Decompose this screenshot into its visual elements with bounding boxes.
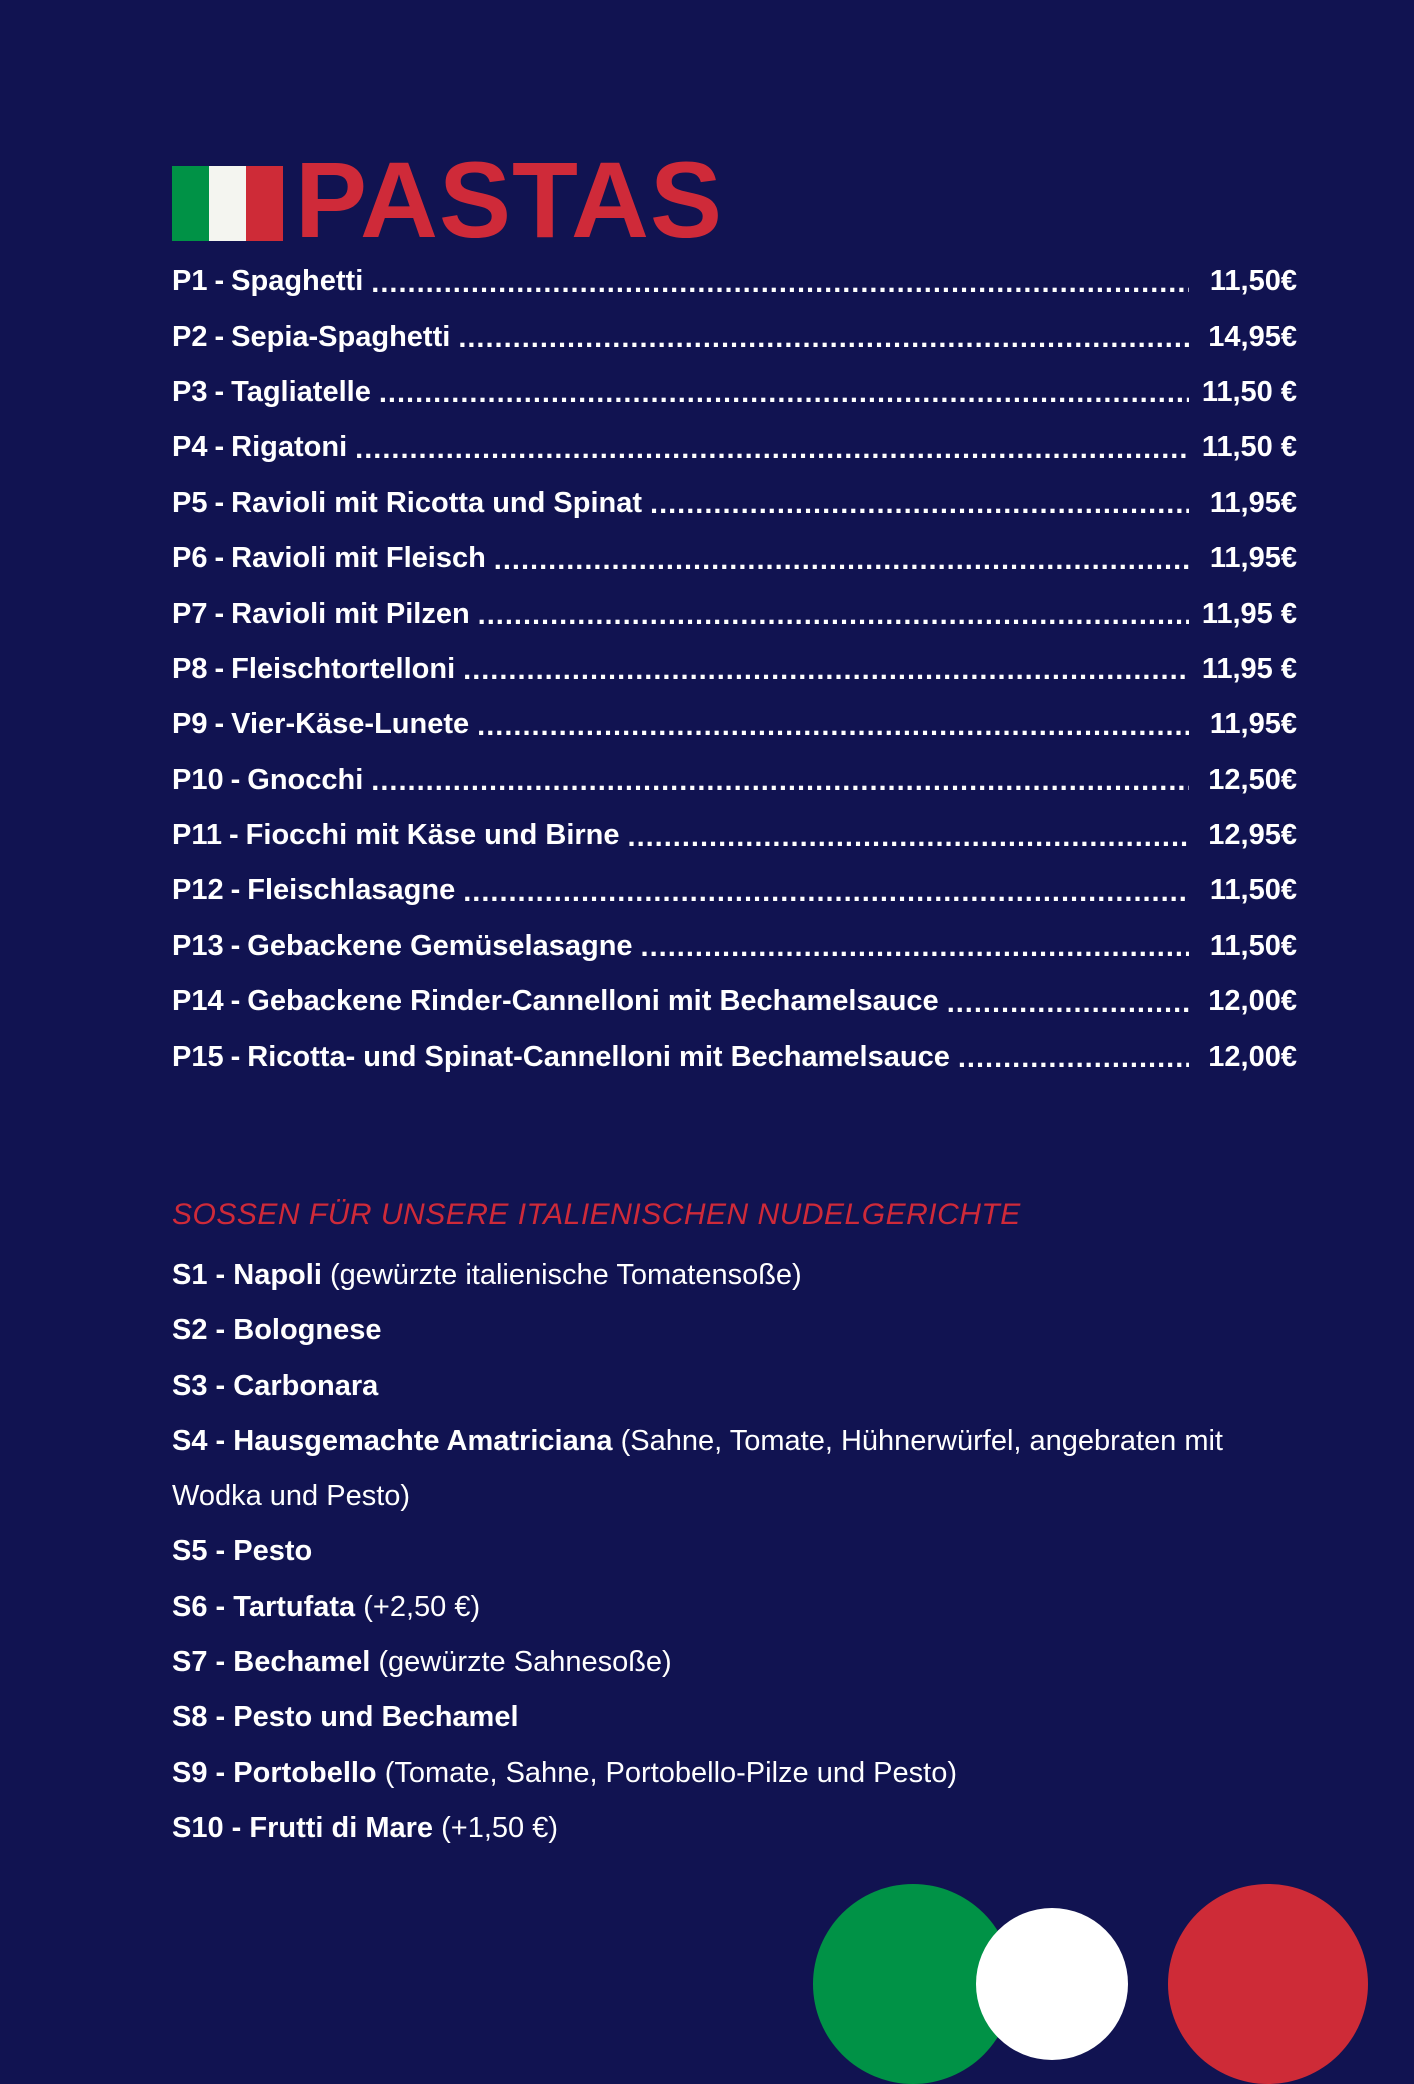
menu-item-separator: -	[230, 763, 241, 796]
menu-item-name: Gebackene Gemüselasagne	[247, 929, 633, 962]
sauce-title	[172, 1591, 355, 1623]
sauce-code: S10	[172, 1811, 224, 1844]
dot-leader	[458, 319, 1189, 355]
menu-item-price: 11,95 €	[1201, 652, 1297, 685]
sauce-item	[172, 1801, 1297, 1856]
menu-item-separator: -	[214, 431, 225, 464]
menu-item	[172, 753, 1297, 808]
menu-item-name: Ravioli mit Fleisch	[231, 542, 486, 575]
sauce-code: S1	[172, 1259, 208, 1291]
dot-leader	[477, 707, 1189, 743]
menu-item	[172, 586, 1297, 641]
sauce-title	[172, 1370, 378, 1402]
dot-leader	[947, 984, 1189, 1020]
menu-item-separator: -	[229, 819, 239, 852]
menu-item	[172, 808, 1297, 863]
sauce-name: Napoli	[233, 1259, 322, 1291]
dot-leader	[958, 1039, 1189, 1075]
sauce-code: S2	[172, 1314, 208, 1347]
menu-item	[172, 365, 1297, 420]
menu-item-name: Fleischtortelloni	[231, 652, 456, 685]
sauce-separator: -	[223, 1811, 250, 1844]
menu-item-code: P1	[172, 265, 208, 298]
sauce-separator: -	[207, 1259, 234, 1291]
menu-item	[172, 476, 1297, 531]
decorative-white-circle	[976, 1908, 1128, 2060]
menu-item-code: P15	[172, 1040, 224, 1073]
menu-item-price: 11,50 €	[1201, 375, 1297, 408]
menu-item-price: 11,95€	[1209, 708, 1297, 741]
flag-stripe-green	[172, 166, 209, 241]
menu-item-price: 12,95€	[1208, 819, 1297, 852]
menu-item-separator: -	[230, 874, 241, 907]
sauce-item	[172, 1524, 1297, 1579]
menu-item-separator: -	[214, 597, 225, 630]
sauce-item	[172, 1414, 1297, 1525]
menu-item-price: 11,50 €	[1201, 431, 1297, 464]
menu-item	[172, 254, 1297, 309]
sauce-code: S9	[172, 1756, 208, 1789]
menu-item-price: 11,95€	[1209, 486, 1297, 519]
sauce-description: (Sahne, Tomate, Hühnerwürfel, angebraten mit Wodka und Pesto)	[172, 1424, 1223, 1513]
menu-item-code: P9	[172, 708, 208, 741]
sauce-title	[172, 1259, 322, 1291]
sauce-title	[172, 1314, 382, 1346]
menu-item	[172, 974, 1297, 1029]
dot-leader	[641, 928, 1189, 964]
menu-item-price: 12,00€	[1208, 1040, 1297, 1073]
menu-item-code: P6	[172, 542, 208, 575]
sauce-item	[172, 1303, 1297, 1358]
dot-leader	[463, 651, 1189, 687]
sauce-name: Frutti di Mare	[249, 1811, 434, 1844]
dot-leader	[355, 430, 1189, 466]
menu-item-separator: -	[214, 486, 225, 519]
decorative-red-circle	[1168, 1884, 1368, 2084]
menu-item	[172, 863, 1297, 918]
menu-item-code: P14	[172, 985, 224, 1018]
dot-leader	[650, 485, 1189, 521]
menu-item-code: P3	[172, 375, 208, 408]
sauce-item	[172, 1746, 1297, 1801]
italian-flag-icon	[172, 166, 283, 241]
sauce-code: S6	[172, 1590, 208, 1623]
sauce-code: S8	[172, 1701, 208, 1734]
sauce-title	[172, 1425, 613, 1457]
section-header	[172, 139, 724, 260]
sauce-description: (Tomate, Sahne, Portobello-Pilze und Pesto)	[384, 1756, 957, 1789]
menu-item-code: P2	[172, 320, 208, 353]
menu-item-price: 11,50€	[1209, 929, 1297, 962]
menu-item-name: Gebackene Rinder-Cannelloni mit Bechamelsauce	[247, 985, 939, 1018]
sauce-code: S3	[172, 1369, 208, 1402]
menu-item-name: Gnocchi	[247, 763, 364, 796]
sauce-title	[172, 1646, 370, 1678]
sauce-name: Tartufata	[233, 1590, 356, 1623]
sauce-description: (gewürzte italienische Tomatensoße)	[329, 1259, 802, 1291]
sauce-title	[172, 1812, 433, 1844]
dot-leader	[371, 264, 1189, 300]
menu-item-separator: -	[214, 375, 225, 408]
sauce-separator: -	[207, 1701, 234, 1734]
sauce-name: Bechamel	[233, 1646, 371, 1679]
dot-leader	[371, 762, 1189, 798]
menu-item-code: P11	[172, 819, 222, 852]
sauce-item	[172, 1580, 1297, 1635]
menu-item-separator: -	[214, 708, 225, 741]
menu-item	[172, 697, 1297, 752]
menu-item-code: P12	[172, 874, 224, 907]
menu-item-price: 12,50€	[1208, 763, 1297, 796]
dot-leader	[494, 541, 1189, 577]
dot-leader	[379, 374, 1189, 410]
menu-item-code: P5	[172, 486, 208, 519]
sauce-name: Pesto	[233, 1535, 313, 1568]
menu-item-code: P10	[172, 763, 224, 796]
sauce-separator: -	[207, 1369, 234, 1402]
dot-leader	[628, 818, 1189, 854]
menu-item-code: P4	[172, 431, 208, 464]
menu-item-name: Rigatoni	[231, 431, 348, 464]
sauce-name: Carbonara	[233, 1369, 379, 1402]
menu-item	[172, 919, 1297, 974]
menu-item-name: Ravioli mit Pilzen	[231, 597, 470, 630]
sauce-item	[172, 1248, 1297, 1303]
flag-stripe-white	[209, 166, 246, 241]
menu-item	[172, 420, 1297, 475]
sauce-title	[172, 1701, 519, 1733]
dot-leader	[463, 873, 1189, 909]
menu-item-name: Ricotta- und Spinat-Cannelloni mit Bechamelsauce	[247, 1040, 950, 1073]
sauce-code: S5	[172, 1535, 208, 1568]
sauce-title	[172, 1757, 377, 1789]
menu-item-price: 11,95 €	[1201, 597, 1297, 630]
menu-item-name: Fleischlasagne	[247, 874, 456, 907]
sauce-description: (gewürzte Sahnesoße)	[378, 1646, 672, 1679]
pasta-list	[172, 254, 1297, 1085]
menu-item-separator: -	[214, 542, 225, 575]
menu-item-code: P13	[172, 929, 224, 962]
menu-item-name: Ravioli mit Ricotta und Spinat	[231, 486, 643, 519]
sauce-separator: -	[207, 1424, 234, 1457]
sauce-separator: -	[207, 1590, 234, 1623]
menu-item-name: Vier-Käse-Lunete	[231, 708, 470, 741]
menu-item-price: 11,50€	[1209, 874, 1297, 907]
menu-item-price: 11,50€	[1209, 265, 1297, 298]
sauce-item	[172, 1359, 1297, 1414]
menu-item-separator: -	[214, 652, 225, 685]
menu-item	[172, 531, 1297, 586]
menu-item-separator: -	[214, 320, 225, 353]
sauces-heading: SOSSEN FÜR UNSERE ITALIENISCHEN NUDELGERICHTE	[172, 1198, 1021, 1231]
menu-item-price: 11,95€	[1209, 542, 1297, 575]
sauce-list	[172, 1248, 1297, 1856]
menu-item-separator: -	[230, 929, 241, 962]
sauce-description: (+1,50 €)	[441, 1811, 559, 1844]
sauce-name: Bolognese	[233, 1314, 382, 1347]
sauce-code: S7	[172, 1646, 208, 1679]
menu-item-separator: -	[230, 985, 241, 1018]
menu-item-name: Sepia-Spaghetti	[231, 320, 451, 353]
menu-item	[172, 309, 1297, 364]
menu-item-separator: -	[214, 265, 225, 298]
menu-item-price: 12,00€	[1208, 985, 1297, 1018]
sauce-separator: -	[207, 1646, 234, 1679]
menu-item-code: P8	[172, 652, 208, 685]
sauce-title	[172, 1535, 312, 1567]
menu-item-code: P7	[172, 597, 208, 630]
menu-item	[172, 1029, 1297, 1084]
menu-item	[172, 642, 1297, 697]
sauce-name: Portobello	[233, 1756, 377, 1789]
menu-item-name: Fiocchi mit Käse und Birne	[245, 819, 620, 852]
sauce-code: S4	[172, 1424, 208, 1457]
menu-item-price: 14,95€	[1208, 320, 1297, 353]
menu-item-name: Tagliatelle	[231, 375, 371, 408]
sauce-separator: -	[207, 1314, 234, 1347]
sauce-item	[172, 1690, 1297, 1745]
sauce-name: Hausgemachte Amatriciana	[233, 1424, 613, 1457]
sauce-name: Pesto und Bechamel	[233, 1701, 519, 1734]
dot-leader	[478, 596, 1189, 632]
flag-stripe-red	[246, 166, 283, 241]
sauce-description: (+2,50 €)	[363, 1590, 481, 1623]
page-title: PASTAS	[295, 139, 724, 260]
sauce-separator: -	[207, 1756, 234, 1789]
sauce-separator: -	[207, 1535, 234, 1568]
menu-item-name: Spaghetti	[231, 265, 364, 298]
menu-item-separator: -	[230, 1040, 241, 1073]
sauce-item	[172, 1635, 1297, 1690]
